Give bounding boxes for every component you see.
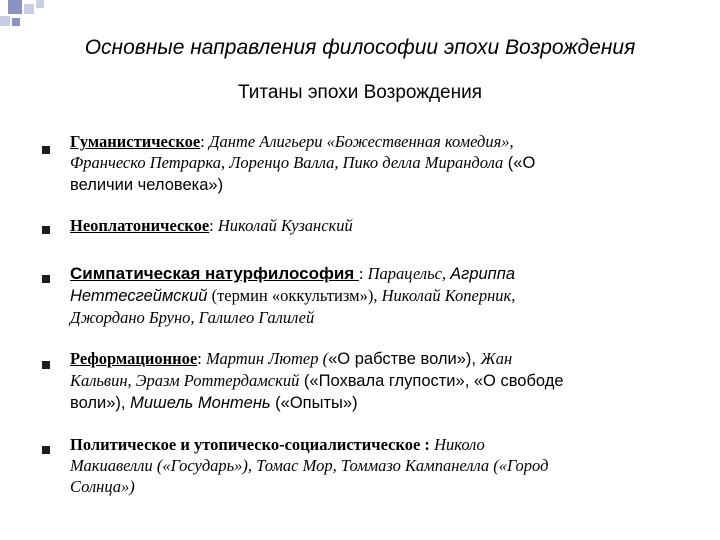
item-term: Реформационное xyxy=(70,349,198,368)
item-text: («Опыты») xyxy=(270,394,358,412)
item-term: Симпатическая натурфилософия xyxy=(70,264,359,283)
list-item-neoplatonism xyxy=(70,215,700,236)
item-text: Николай Коперник, xyxy=(381,286,516,305)
item-text: («О xyxy=(503,154,536,172)
deco-square xyxy=(24,4,34,14)
item-colon: : xyxy=(358,264,368,283)
item-text: Неттесгеймский xyxy=(70,287,208,305)
deco-square xyxy=(36,0,44,8)
list-item-reformation xyxy=(70,348,700,414)
item-text: величии человека») xyxy=(70,176,224,194)
item-text: Солнца») xyxy=(70,477,135,496)
item-text: Мишель Монтень xyxy=(130,394,271,412)
deco-square xyxy=(0,16,10,26)
list-item-humanism xyxy=(70,131,700,196)
item-term: Гуманистическое xyxy=(70,132,201,151)
bullet-icon xyxy=(42,226,50,234)
item-text: («Похвала глупости», «О свободе xyxy=(299,372,564,390)
bullet-icon xyxy=(42,446,50,454)
item-text: Франческо Петрарка, Лоренцо Валла, Пико делла Мирандола xyxy=(70,153,504,172)
item-text: Агриппа xyxy=(450,265,516,283)
list-item-political-utopian xyxy=(70,434,700,497)
item-term: Неоплатоническое xyxy=(70,216,210,235)
item-text: Кальвин, Эразм Роттердамский xyxy=(70,371,300,390)
item-text: (термин «оккультизм»), xyxy=(207,286,382,305)
item-text: Николо xyxy=(434,435,485,454)
bullet-icon xyxy=(42,361,50,369)
item-text: Николай Кузанский xyxy=(217,216,353,235)
slide-subtitle: Титаны эпохи Возрождения xyxy=(237,82,482,103)
slide-title: Основные направления философии эпохи Возрождения xyxy=(84,36,636,59)
item-text: «О рабстве воли»), xyxy=(328,350,481,368)
item-term: Политическое и утопическо-социалистическое : xyxy=(70,435,435,454)
item-text: Макиавелли («Государь»), Томас Мор, Томмазо Кампанелла («Город xyxy=(70,456,549,475)
item-text: Данте Алигьери «Божественная комедия», xyxy=(208,132,514,151)
bullet-icon xyxy=(42,275,50,283)
item-colon: : xyxy=(209,216,218,235)
bullet-icon xyxy=(42,146,50,154)
item-text: Джордано Бруно, Галилео Галилей xyxy=(70,308,315,327)
deco-square xyxy=(12,18,20,26)
item-colon: : xyxy=(200,132,209,151)
item-text: Парацельс, xyxy=(367,264,451,283)
deco-square xyxy=(8,0,22,14)
item-text: воли»), xyxy=(70,394,131,412)
item-text: Мартин Лютер ( xyxy=(205,349,329,368)
item-colon: : xyxy=(197,349,206,368)
item-text: Жан xyxy=(480,349,513,368)
list-item-natural-philosophy xyxy=(70,263,700,328)
